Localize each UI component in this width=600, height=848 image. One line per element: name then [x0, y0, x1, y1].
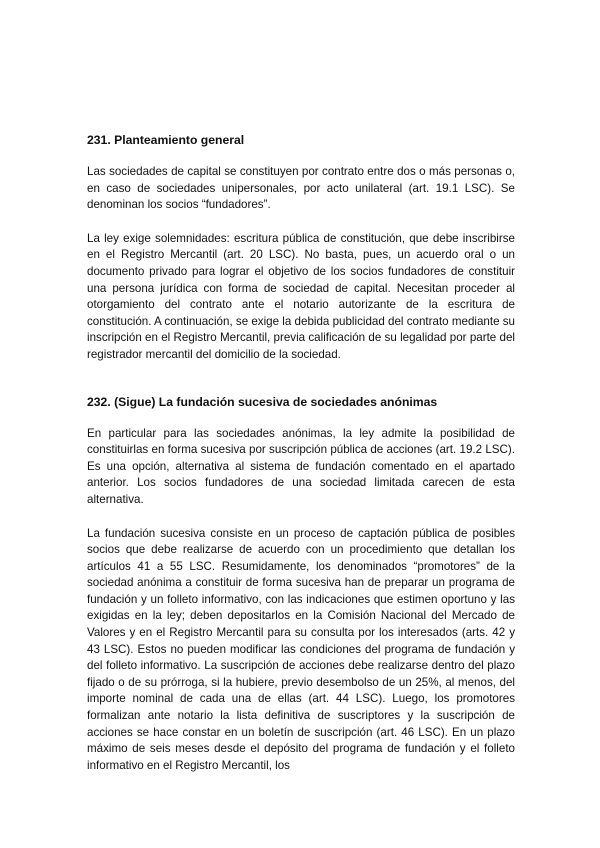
paragraph: La ley exige solemnidades: escritura pública de constitución, que debe inscribirse en el Registro Mercantil (art. 20 LSC). No basta, pues, un acuerdo oral o un documento privado para lograr el objetivo de los socios fundadores de constituir una persona jurídica con forma de sociedad de capital. Necesitan proceder al otorgamiento del contrato ante el notario autorizante de la escritura de constitución. A continuación, se exige la debida publicidad del contrato mediante su inscripción en el Registro Mercantil, previa calificación de su legalidad por parte del registrador mercantil del domicilio de la sociedad.	[87, 231, 515, 361]
section-231	[87, 132, 515, 364]
section-232	[87, 394, 515, 775]
paragraph: En particular para las sociedades anónimas, la ley admite la posibilidad de constituirlas en forma sucesiva por suscripción pública de acciones (art. 19.2 LSC). Es una opción, alternativa al sistema de fundación comentado en el apartado anterior. Los socios fundadores de una sociedad limitada carecen de esta alternativa.	[87, 426, 515, 506]
section-heading: 232. (Sigue) La fundación sucesiva de sociedades anónimas	[87, 394, 438, 409]
document-page	[87, 132, 515, 774]
paragraph: Las sociedades de capital se constituyen por contrato entre dos o más personas o, en caso de sociedades unipersonales, por acto unilateral (art. 19.1 LSC). Se denominan los socios “fundadores”.	[87, 165, 515, 212]
paragraph: La fundación sucesiva consiste en un proceso de captación pública de posibles socios que debe realizarse de acuerdo con un procedimiento que detallan los artículos 41 a 55 LSC. Resumidamente, los denominados “promotores” de la sociedad anónima a constituir de forma sucesiva han de preparar un programa de fundación y un folleto informativo, con las indicaciones que estimen oportuno y las exigidas en la ley; deben depositarlos en la Comisión Nacional del Mercado de Valores y en el Registro Mercantil para su consulta por los interesados (arts. 42 y 43 LSC). Estos no pueden modificar las condiciones del programa de fundación y del folleto informativo. La suscripción de acciones debe realizarse dentro del plazo fijado o de su prórroga, si la hubiere, previo desembolso de un 25%, al menos, del importe nominal de cada una de ellas (art. 44 LSC). Luego, los promotores formalizan ante notario la lista definitiva de suscriptores y la suscripción de acciones se hace constar en un boletín de suscripción (art. 46 LSC). En un plazo máximo de seis meses desde el depósito del programa de fundación y el folleto informativo en el Registro Mercantil, los	[87, 526, 515, 772]
section-heading: 231. Planteamiento general	[87, 133, 245, 147]
